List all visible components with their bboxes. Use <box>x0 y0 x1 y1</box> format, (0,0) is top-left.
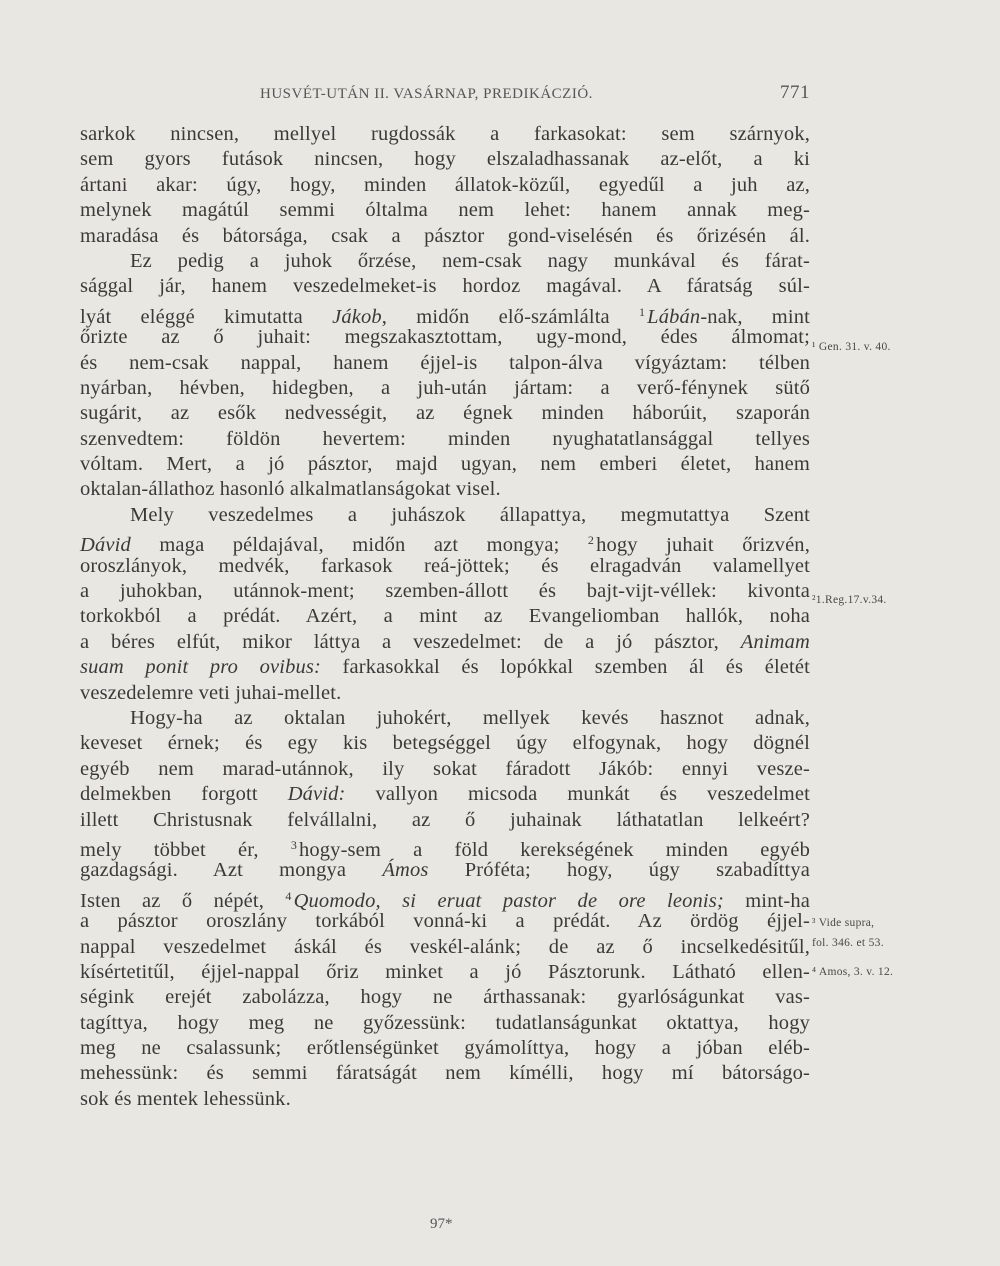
main-text <box>80 122 810 1112</box>
text-line: melynek magátúl semmi óltalma nem lehet: hanem annak meg- <box>80 199 810 222</box>
text-line: torkokból a prédát. Azért, a mint az Evangeliomban hallók, noha <box>80 605 810 628</box>
margin-note-3b: fol. 346. et 53. <box>812 937 884 949</box>
text-line: suam ponit pro ovibus: farkasokkal és lopókkal szemben ál és életét <box>80 656 810 679</box>
text-line: gazdagsági. Azt mongya Ámos Próféta; hogy, úgy szabadíttya <box>80 859 811 882</box>
paragraph-start: Mely veszedelmes a juhászok állapattya, megmutattya Szent <box>130 503 810 526</box>
text-line: sok és mentek lehessünk. <box>80 1087 291 1110</box>
text-line: egyéb nem marad-utánnok, ily sokat fáradott Jákób: ennyi vesze- <box>80 757 810 780</box>
text-line: a béres elfút, mikor láttya a veszedelmet: de a jó pásztor, Animam <box>80 630 810 653</box>
text-line: és nem-csak nappal, hanem éjjel-is talpon-álva vígyáztam: télben <box>80 351 810 374</box>
text-line: kísértetitűl, éjjel-nappal őriz minket a jó Pásztorunk. Látható ellen- <box>80 960 810 983</box>
margin-note-4: ⁴ Amos, 3. v. 12. <box>812 966 894 978</box>
text-line: sággal jár, hanem veszedelmeket-is hordoz magával. A fáratság súl- <box>80 275 810 298</box>
text-line: illett Christusnak felvállalni, az ő juhainak láthatatlan lelkeért? <box>80 808 810 831</box>
text-line: lyát eléggé kimutatta Jákob, midőn elő-számlálta $^1$Lábán-nak, mint <box>80 304 810 328</box>
latin-quote: suam ponit pro ovibus: <box>80 656 321 679</box>
text-line: mely többet ér, $^3$hogy-sem a föld kerekségének minden egyéb <box>80 837 810 861</box>
text-line: vóltam. Mert, a jó pásztor, majd ugyan, nem emberi életet, hanem <box>80 453 810 476</box>
footnote-ref-4: 4 <box>285 888 292 903</box>
text-line: oktalan-állathoz hasonló alkalmatlanságokat visel. <box>80 478 501 501</box>
margin-note-3a: ³ Vide supra, <box>812 917 875 929</box>
text-line: ártani akar: úgy, hogy, minden állatok-közűl, egyedűl a juh az, <box>80 173 810 196</box>
text-line: Dávid maga példajával, midőn azt mongya; $^2$hogy juhait őrizvén, <box>80 533 810 557</box>
margin-note-1: ¹ Gen. 31. v. 40. <box>812 341 891 353</box>
paragraph-start: Ez pedig a juhok őrzése, nem-csak nagy munkával és fárat- <box>130 249 810 272</box>
text-line: szenvedtem: földön hevertem: minden nyughatatlansággal tellyes <box>80 427 810 450</box>
margin-note-2: ²1.Reg.17.v.34. <box>812 594 887 606</box>
name-david: Dávid <box>80 534 131 557</box>
text-line: Isten az ő népét, $^4$Quomodo, si eruat pastor de ore leonis; mint-ha <box>80 888 811 912</box>
text-line: sarkok nincsen, mellyel rugdossák a farkasokat: sem szárnyok, <box>80 123 810 145</box>
text-line: a juhokban, utánnok-ment; szemben-állott és bajt-vijt-véllek: kivonta <box>80 580 810 603</box>
page-number: 771 <box>780 82 810 103</box>
text-line: meg ne csalassunk; erőtlenségünket gyámolíttya, hogy a jóban eléb- <box>80 1037 810 1060</box>
footnote-ref-1: 1 <box>639 304 646 319</box>
text-line: a pásztor oroszlány torkából vonná-ki a prédát. Az ördög éjjel- <box>80 910 810 933</box>
footnote-ref-3: 3 <box>290 837 297 852</box>
name-jakob: Jákob <box>332 305 382 328</box>
text-line: veszedelemre veti juhai-mellet. <box>80 681 342 704</box>
latin-quote: Quomodo, si eruat pastor de ore leonis; <box>293 889 724 912</box>
text-line: tagíttya, hogy meg ne győzessünk: tudatlanságunkat oktattya, hogy <box>80 1011 810 1034</box>
name-david: Dávid: <box>287 783 346 806</box>
footnote-ref-2: 2 <box>587 533 595 548</box>
text-line: őrizte az ő juhait: megszakasztottam, ugy-mond, édes álmomat; <box>80 326 810 349</box>
text-line: keveset érnek; és egy kis betegséggel úgy elfogynak, hogy dögnél <box>80 732 810 755</box>
text-line: nyárban, hévben, hidegben, a juh-után jártam: a verő-fénynek sütő <box>80 376 810 399</box>
text-line: nappal veszedelmet áskál és veskél-alánk; de az ő incselkedésitűl, <box>80 935 810 958</box>
name-laban: Lábán <box>647 305 701 328</box>
text-line: mehessünk: és semmi fáratságát nem kímélli, hogy mí bátorságo- <box>80 1062 810 1085</box>
latin-quote: Animam <box>740 630 810 653</box>
text-line: maradása és bátorsága, csak a pásztor gond-viselésén és őrizésén ál. <box>80 224 810 247</box>
text-line: sugárit, az esők nedvességit, az égnek minden háborúit, szaporán <box>80 402 810 425</box>
signature-mark: 97* <box>430 1216 453 1232</box>
text-line: ségink erejét zabolázza, hogy ne árthassanak: gyarlóságunkat vas- <box>80 986 810 1009</box>
text-line: oroszlányok, medvék, farkasok reá-jöttek; és elragadván valamellyet <box>80 554 810 577</box>
running-title: HUSVÉT-UTÁN II. VASÁRNAP, PREDIKÁCZIÓ. <box>260 86 593 102</box>
text-line: delmekben forgott Dávid: vallyon micsoda munkát és veszedelmet <box>80 783 810 806</box>
name-amos: Ámos <box>382 859 429 882</box>
text-line: sem gyors futások nincsen, hogy elszaladhassanak az-előt, a ki <box>80 148 810 171</box>
paragraph-start: Hogy-ha az oktalan juhokért, mellyek kevés hasznot adnak, <box>130 706 810 729</box>
